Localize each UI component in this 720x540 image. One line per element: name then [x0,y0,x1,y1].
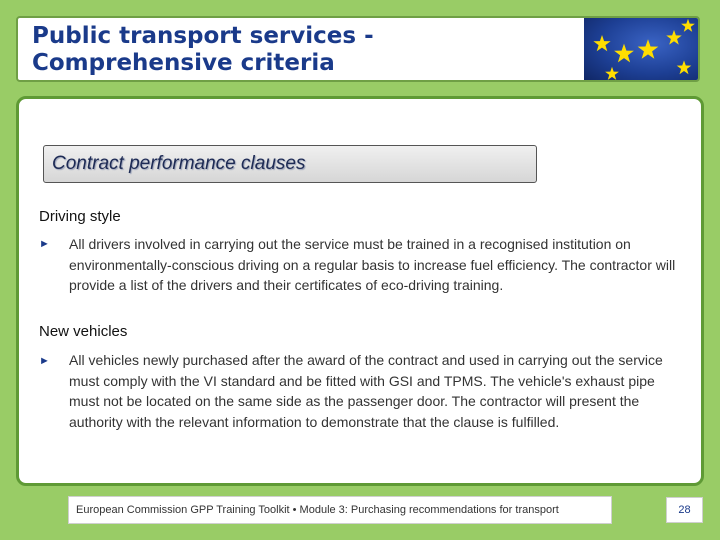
title-line-1: Public transport services - [32,23,374,49]
block-text-driving-style: All drivers involved in carrying out the service must be trained in a recognised institution on environmentally-conscious driving on a regular basis to increase fuel efficiency. The contractor will provide a list of the drivers and their certificates of eco-driving training. [69,236,676,293]
bullet-arrow-icon: ► [39,238,50,250]
footer-text: European Commission GPP Training Toolkit • Module 3: Purchasing recommendations for transport [76,504,559,516]
block-heading-new-vehicles: New vehicles [39,323,128,340]
slide-title [32,23,374,77]
title-banner [16,16,700,82]
title-line-2: Comprehensive criteria [32,50,335,76]
block-text-new-vehicles: All vehicles newly purchased after the award of the contract and used in carrying out the service must comply with the VI standard and be fitted with GSI and TPMS. The vehicle's exhaust pipe must not be located on the same side as the passenger door. The contractor will present the authority with the relevant information to demonstrate that the clause is fulfilled. [69,352,663,430]
section-header [43,145,537,183]
footer-caption [68,496,612,524]
eu-flag-icon [584,18,698,82]
page-number-label: 28 [678,504,691,516]
page-number [666,497,703,523]
block-heading-driving-style: Driving style [39,208,121,225]
section-header-label: Contract performance clauses [52,153,306,174]
bullet-arrow-icon: ► [39,355,50,367]
